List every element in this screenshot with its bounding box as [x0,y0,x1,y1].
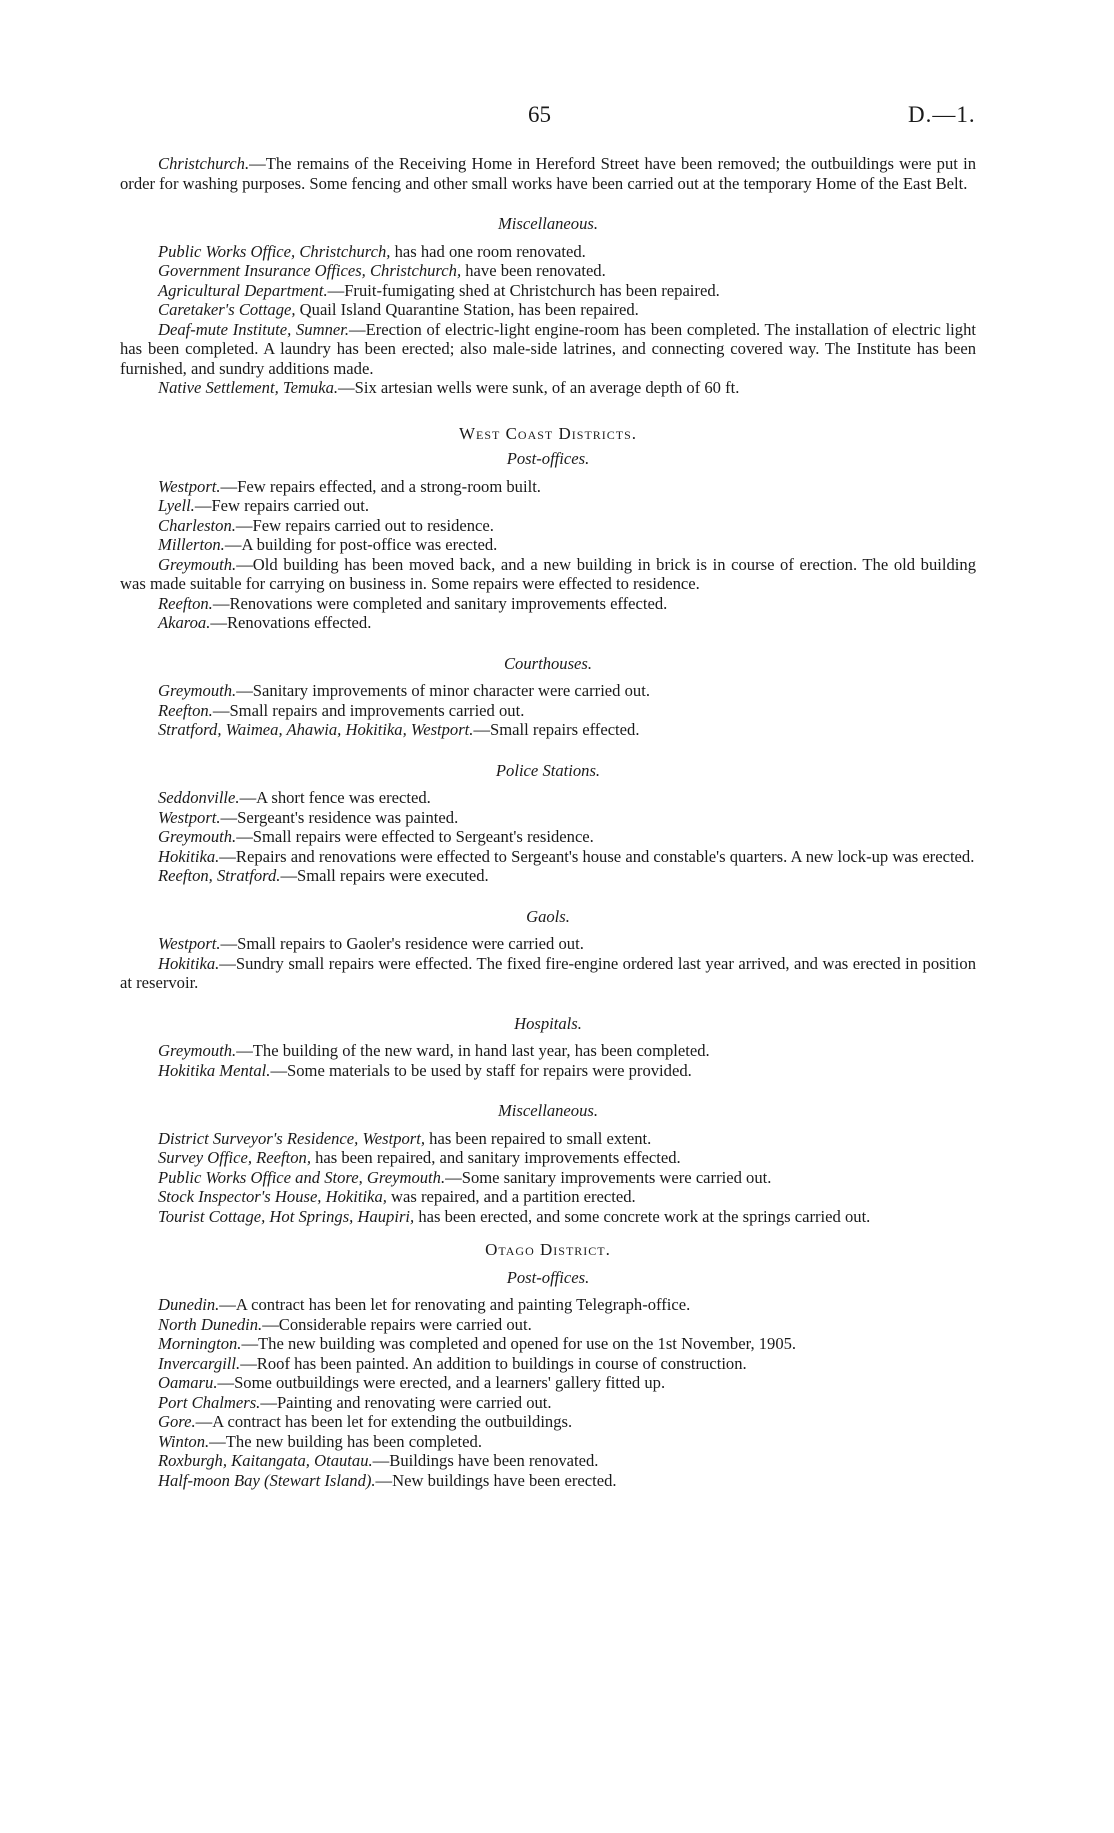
entry [120,320,976,379]
entry [120,613,976,633]
entry-lead: Reefton. [158,593,213,613]
district-heading-west-coast: West Coast Districts. [458,423,638,443]
entry-text: —Small repairs to Gaoler's residence were carried out. [220,934,584,953]
district-heading-otago: Otago District. [485,1240,611,1259]
entry-text: —Small repairs and improvements carried out. [212,700,525,720]
entry-lead: Tourist Cottage, Hot Springs, Haupiri, [158,1206,415,1226]
entry-text: —A contract has been let for extending the outbuildings. [195,1412,573,1431]
entry-text: —The new building was completed and opened for use on the 1st November, 1905. [241,1334,797,1353]
section-heading-gaols: Gaols. [526,906,570,926]
entry-lead: Native Settlement, Temuka. [158,378,339,397]
entry [120,1061,976,1081]
entry-text: —The remains of the Receiving Home in Hereford Street have been removed; the outbuildings were put in order for washing purposes. Some fencing and other small works have been carried out at the temporary Home of the East Belt. [120,154,976,193]
entry-text: have been renovated. [461,261,606,280]
entry-text: —Considerable repairs were carried out. [262,1314,532,1334]
entry [120,866,976,886]
entry [120,1354,976,1374]
entry-text: has been repaired, and sanitary improvements effected. [310,1148,681,1167]
entry [120,261,976,281]
entry-text: —Few repairs effected, and a strong-room built. [220,476,541,496]
entry-christchurch [120,154,976,193]
entry-text: —Few repairs carried out to residence. [235,515,494,535]
entry-text: has been repaired to small extent. [425,1128,652,1148]
entry-lead: Charleston. [158,515,236,535]
entry [120,827,976,847]
entry-lead: Westport. [158,934,221,953]
entry [120,1041,976,1061]
entry-text: —Fruit-fumigating shed at Christchurch has been repaired. [327,280,720,300]
entry-lead: Roxburgh, Kaitangata, Otautau. [158,1451,373,1470]
entry [120,1187,976,1207]
section-heading-courthouses: Courthouses. [503,653,593,673]
entry-lead: Half-moon Bay (Stewart Island). [158,1470,376,1490]
entry-text: —Some outbuildings were erected, and a learners' gallery fitted up. [217,1373,666,1392]
entry-lead: North Dunedin. [158,1314,263,1334]
document-body [120,154,976,1490]
entry-lead: Greymouth. [158,1041,237,1060]
entry-lead: Mornington. [158,1334,242,1353]
entry-lead: Akaroa. [158,613,211,632]
entry [120,477,976,497]
entry-lead: Hokitika Mental. [158,1060,271,1080]
entry-lead: District Surveyor's Residence, Westport, [158,1128,426,1148]
section-heading-post-offices-otago: Post-offices. [506,1267,590,1287]
entry-text: —Some materials to be used by staff for repairs were provided. [270,1060,692,1080]
entry-lead: Survey Office, Reefton, [158,1148,311,1167]
entry-text: —Sergeant's residence was painted. [220,807,459,827]
entry-lead: Hokitika. [158,953,220,973]
entry-text: —Renovations were completed and sanitary improvements effected. [212,593,668,613]
entry-lead: Invercargill. [158,1353,241,1373]
section-heading-hospitals: Hospitals. [514,1013,582,1033]
entry [120,1432,976,1452]
entry [120,1129,976,1149]
entry [120,1207,976,1227]
entry-text: —A building for post-office was erected. [224,535,498,554]
entry-lead: Gore. [158,1412,196,1431]
section-heading-post-offices: Post-offices. [506,449,590,468]
entry [120,1148,976,1168]
entry-lead: Reefton, Stratford. [158,866,281,885]
entry [120,1373,976,1393]
entry-lead: Greymouth. [158,681,237,700]
entry-lead: Government Insurance Offices, Christchurch, [158,261,462,280]
entry [120,1471,976,1491]
entry-text: has had one room renovated. [390,241,586,261]
entry-lead: Seddonville. [158,788,240,807]
entry-text: —New buildings have been erected. [375,1470,617,1490]
entry-lead: Christchurch. [158,154,250,173]
entry-lead: Port Chalmers. [158,1392,261,1412]
entry-text: —Some sanitary improvements were carried out. [445,1167,772,1187]
entry-lead: Millerton. [158,535,225,554]
entry-text: —Old building has been moved back, and a new building in brick is in course of erection. The old building was made suitable for carrying on business in. Some repairs were effected to residence. [120,554,976,593]
entry [120,1315,976,1335]
entry-text: —Erection of electric-light engine-room has been completed. The installation of electric light has been completed. A laundry has been erected; also male-side latrines, and connecting covered way. The Institute has been furnished, and sundry additions made. [120,319,976,378]
entry-text: —Buildings have been renovated. [372,1451,599,1470]
entry-text: —Roof has been painted. An addition to buildings in course of construction. [240,1353,747,1373]
entry-lead: Reefton. [158,700,213,720]
document-reference: D.—1. [908,102,976,127]
entry-text: was repaired, and a partition erected. [386,1187,636,1206]
entry [120,934,976,954]
entry-text: —Renovations effected. [210,613,372,632]
entry-lead: Public Works Office, Christchurch, [158,241,391,261]
entry-text: —The building of the new ward, in hand last year, has been completed. [236,1041,710,1060]
entry-lead: Greymouth. [158,827,237,846]
entry [120,1393,976,1413]
entry [120,242,976,262]
entry-lead: Stock Inspector's House, Hokitika, [158,1187,387,1206]
entry [120,681,976,701]
entry-lead: Westport. [158,807,221,827]
entry-text: —A short fence was erected. [239,788,431,807]
entry-lead: Hokitika. [158,846,220,866]
entry-text: —Six artesian wells were sunk, of an average depth of 60 ft. [338,378,740,397]
entry [120,535,976,555]
entry-text: —A contract has been let for renovating and painting Telegraph-office. [219,1295,691,1314]
entry-text: —Painting and renovating were carried out. [260,1392,552,1412]
entry [120,808,976,828]
entry [120,594,976,614]
entry-lead: Public Works Office and Store, Greymouth. [158,1167,446,1187]
entry [120,1412,976,1432]
entry [120,788,976,808]
entry-text: has been erected, and some concrete work at the springs carried out. [414,1206,871,1226]
entry-text: —Small repairs effected. [473,720,640,739]
entry [120,516,976,536]
entry [120,496,976,516]
entry-lead: Dunedin. [158,1295,220,1314]
entry-lead: Deaf-mute Institute, Sumner. [158,319,349,339]
section-heading-police-stations: Police Stations. [495,760,601,780]
section-heading-miscellaneous-west-coast: Miscellaneous. [497,1101,598,1120]
entry-lead: Westport. [158,476,221,496]
entry [120,378,976,398]
entry-text: —Few repairs carried out. [194,496,370,515]
entry-text: —Small repairs were executed. [280,866,489,885]
entry-lead: Lyell. [158,496,195,515]
entry [120,1451,976,1471]
entry [120,1295,976,1315]
entry-text: Quail Island Quarantine Station, has been repaired. [295,300,639,319]
entry-lead: Greymouth. [158,554,237,574]
entry [120,847,976,867]
entry-text: —Small repairs were effected to Sergeant's residence. [236,827,594,846]
entry-lead: Caretaker's Cottage, [158,300,296,319]
entry [120,300,976,320]
entry [120,555,976,594]
entry [120,1334,976,1354]
entry [120,954,976,993]
entry-lead: Oamaru. [158,1373,218,1392]
entry-text: —Sundry small repairs were effected. The fixed fire-engine ordered last year arrived, and was erected in position at reservoir. [120,953,976,992]
entry [120,720,976,740]
entry-lead: Stratford, Waimea, Ahawia, Hokitika, Westport. [158,720,474,739]
entry-text: —Sanitary improvements of minor character were carried out. [236,681,650,700]
section-heading-miscellaneous: Miscellaneous. [497,214,598,233]
entry-text: —The new building has been completed. [209,1431,482,1451]
entry-text: —Repairs and renovations were effected to Sergeant's house and constable's quarters. A new lock-up was erected. [219,846,975,866]
entry [120,1168,976,1188]
entry-lead: Agricultural Department. [158,280,328,300]
page-number: 65 [528,102,551,127]
entry [120,281,976,301]
entry [120,701,976,721]
page-header [0,102,1114,134]
entry-lead: Winton. [158,1431,210,1451]
